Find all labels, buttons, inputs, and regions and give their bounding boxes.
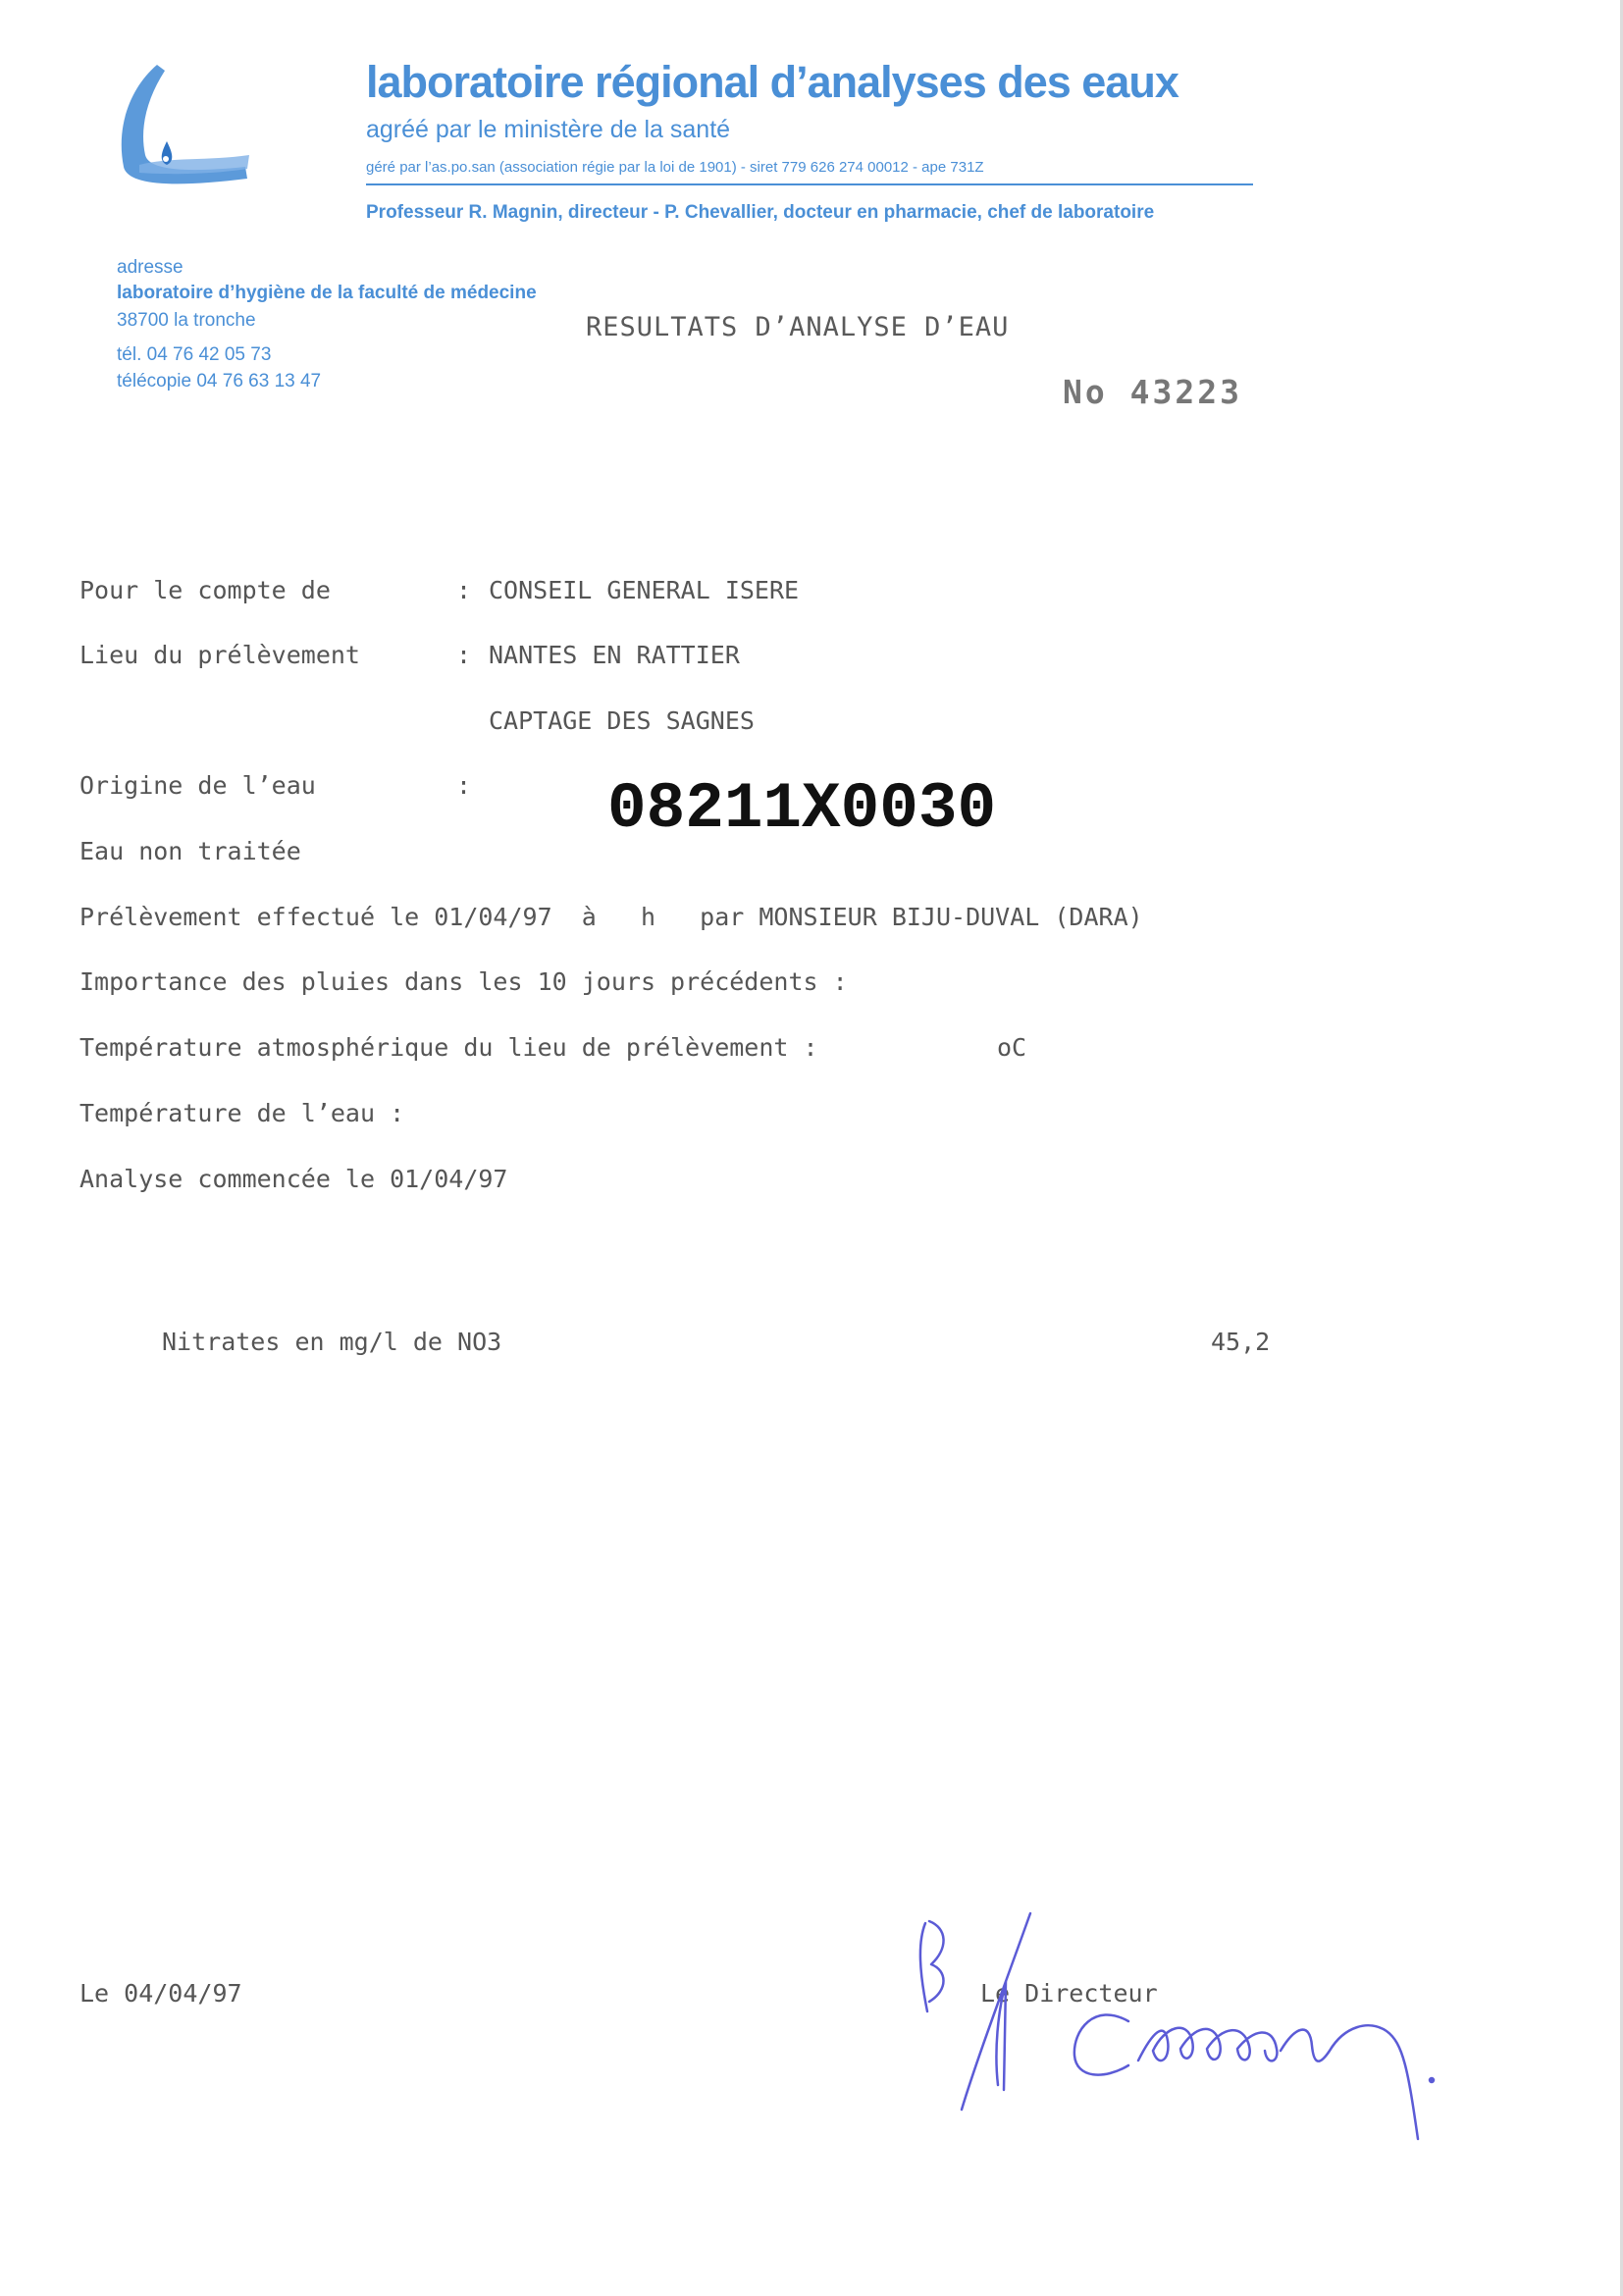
sampling-place-value: NANTES EN RATTIER (489, 641, 740, 669)
atmospheric-temperature-unit: oC (997, 1033, 1027, 1062)
lab-legal-info: géré par l’as.po.san (association régie par la loi de 1901) - siret 779 626 274 00012 - ape 731Z (366, 159, 984, 176)
address-fax: télécopie 04 76 63 13 47 (117, 371, 322, 391)
sampling-place-separator: : (456, 641, 472, 669)
result-label: Nitrates en mg/l de NO3 (162, 1328, 502, 1356)
water-drop-logo-icon (110, 59, 257, 191)
sampling-info: Prélèvement effectué le 01/04/97 à h par MONSIEUR BIJU-DUVAL (DARA) (79, 903, 1143, 931)
director-signature (908, 1904, 1585, 2159)
lab-name: laboratoire régional d’analyses des eaux (366, 57, 1178, 107)
document-number: No 43223 (1063, 373, 1242, 411)
lab-staff: Professeur R. Magnin, directeur - P. Chevallier, docteur en pharmacie, chef de laboratoire (366, 202, 1155, 223)
address-phone: tél. 04 76 42 05 73 (117, 344, 272, 365)
sampling-place-detail: CAPTAGE DES SAGNES (489, 706, 755, 735)
atmospheric-temperature-label: Température atmosphérique du lieu de prélèvement : (79, 1033, 818, 1062)
sampling-place-label: Lieu du prélèvement (79, 641, 360, 669)
station-code: 08211X0030 (607, 772, 997, 846)
water-origin-separator: : (456, 771, 472, 800)
document-title: RESULTATS D’ANALYSE D’EAU (586, 312, 1010, 342)
lab-accreditation: agréé par le ministère de la santé (366, 116, 731, 143)
rain-info: Importance des pluies dans les 10 jours précédents : (79, 967, 848, 996)
account-label: Pour le compte de (79, 576, 331, 604)
address-city: 38700 la tronche (117, 310, 256, 331)
result-value: 45,2 (1211, 1328, 1271, 1356)
treatment-status: Eau non traitée (79, 837, 301, 865)
address-institution: laboratoire d’hygiène de la faculté de médecine (117, 283, 537, 303)
water-origin-label: Origine de l’eau (79, 771, 316, 800)
letterhead-divider (366, 183, 1253, 185)
account-value: CONSEIL GENERAL ISERE (489, 576, 800, 604)
address-label: adresse (117, 257, 183, 278)
issue-date: Le 04/04/97 (79, 1979, 242, 2008)
account-separator: : (456, 576, 472, 604)
analysis-start-date: Analyse commencée le 01/04/97 (79, 1165, 508, 1193)
water-temperature-label: Température de l’eau : (79, 1099, 405, 1127)
signatory-title: Le Directeur (980, 1979, 1158, 2008)
